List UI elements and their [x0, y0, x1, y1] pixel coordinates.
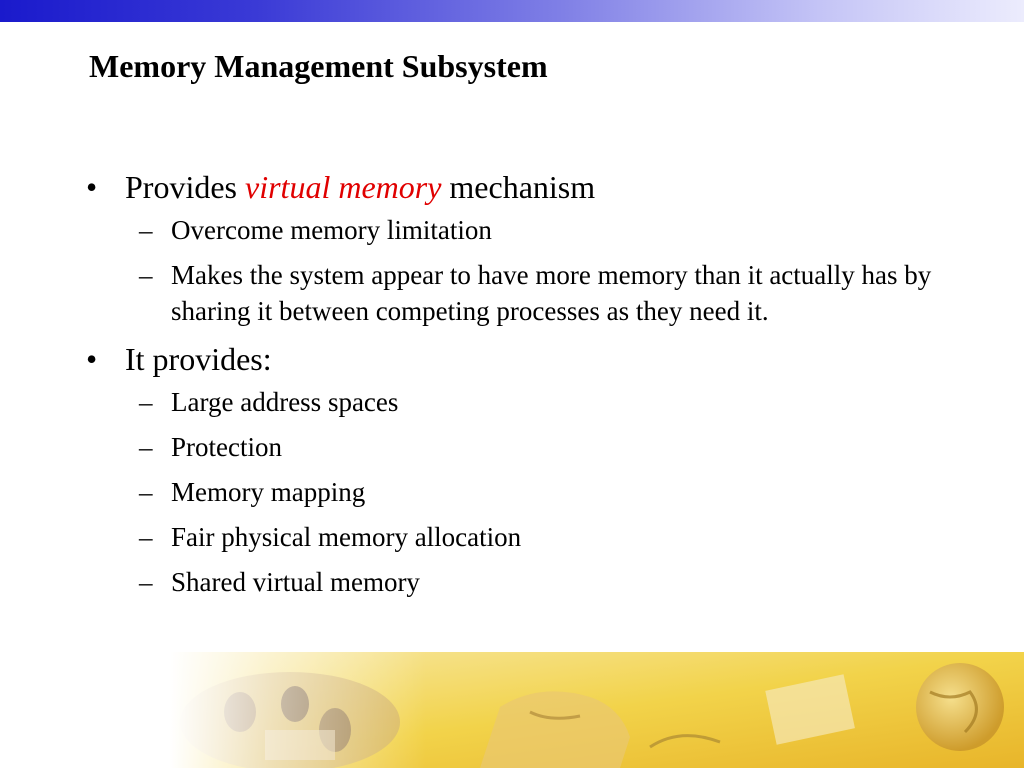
sub-marker: – — [139, 567, 153, 597]
slide-content — [84, 166, 964, 609]
sub-marker: – — [139, 522, 153, 552]
sub-item — [84, 384, 964, 420]
sub-marker: – — [139, 432, 153, 462]
bullet-text-before: Provides — [125, 169, 245, 205]
sub-marker: – — [139, 260, 153, 290]
sub-item — [84, 212, 964, 248]
sub-item-text: Overcome memory limitation — [171, 215, 492, 245]
footer-collage-image — [170, 652, 1024, 768]
sub-item-text: Protection — [171, 432, 282, 462]
sub-item — [84, 429, 964, 465]
sub-list-it-provides — [84, 384, 964, 600]
bullet-text-before: It provides: — [125, 341, 272, 377]
sub-marker: – — [139, 215, 153, 245]
bullet-text-after: mechanism — [441, 169, 596, 205]
bullet-marker: • — [86, 169, 98, 205]
bullet-emphasis: virtual memory — [245, 169, 442, 205]
bullet-virtual-memory — [84, 166, 964, 208]
slide-title: Memory Management Subsystem — [89, 48, 548, 84]
sub-item-text: Memory mapping — [171, 477, 366, 507]
sub-list-virtual-memory — [84, 212, 964, 329]
sub-item — [84, 564, 964, 600]
sub-item — [84, 519, 964, 555]
sub-item-text: Large address spaces — [171, 387, 399, 417]
sub-item — [84, 257, 964, 329]
sub-item-text: Shared virtual memory — [171, 567, 420, 597]
sub-item-text: Makes the system appear to have more memory than it actually has by sharing it between competing processes as they need it. — [171, 260, 932, 326]
title-gradient-band — [0, 0, 1024, 22]
sub-marker: – — [139, 387, 153, 417]
bullet-it-provides — [84, 338, 964, 380]
sub-item — [84, 474, 964, 510]
bullet-marker: • — [86, 341, 98, 377]
sub-marker: – — [139, 477, 153, 507]
sub-item-text: Fair physical memory allocation — [171, 522, 522, 552]
